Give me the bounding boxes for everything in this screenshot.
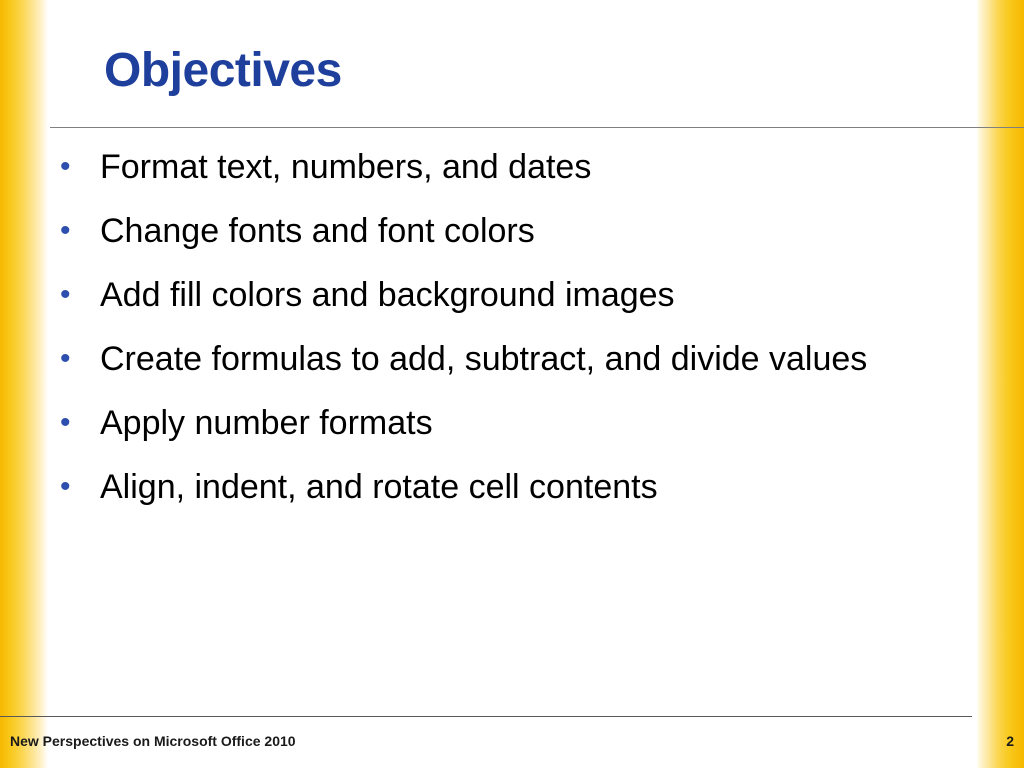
title-divider (50, 127, 1024, 128)
list-item (60, 142, 940, 192)
bullet-icon: • (60, 406, 71, 439)
bullet-text: Align, indent, and rotate cell contents (100, 468, 658, 506)
bullet-text: Change fonts and font colors (100, 212, 535, 250)
bullet-icon: • (60, 278, 71, 311)
footer-divider (0, 716, 972, 717)
bullet-text: Apply number formats (100, 404, 433, 442)
bullet-icon: • (60, 342, 71, 375)
footer-text: New Perspectives on Microsoft Office 2010 (10, 733, 296, 749)
bullet-icon: • (60, 470, 71, 503)
list-item (60, 270, 940, 320)
right-decorative-band (976, 0, 1024, 768)
slide-title: Objectives (104, 44, 342, 97)
list-item (60, 462, 940, 512)
bullet-text: Format text, numbers, and dates (100, 148, 592, 186)
list-item (60, 206, 940, 256)
bullet-list (60, 142, 940, 526)
bullet-icon: • (60, 150, 71, 183)
list-item (60, 334, 940, 384)
left-decorative-band (0, 0, 48, 768)
page-number: 2 (1006, 733, 1014, 749)
list-item (60, 398, 940, 448)
bullet-text: Create formulas to add, subtract, and divide values (100, 340, 868, 378)
bullet-icon: • (60, 214, 71, 247)
bullet-text: Add fill colors and background images (100, 276, 675, 314)
